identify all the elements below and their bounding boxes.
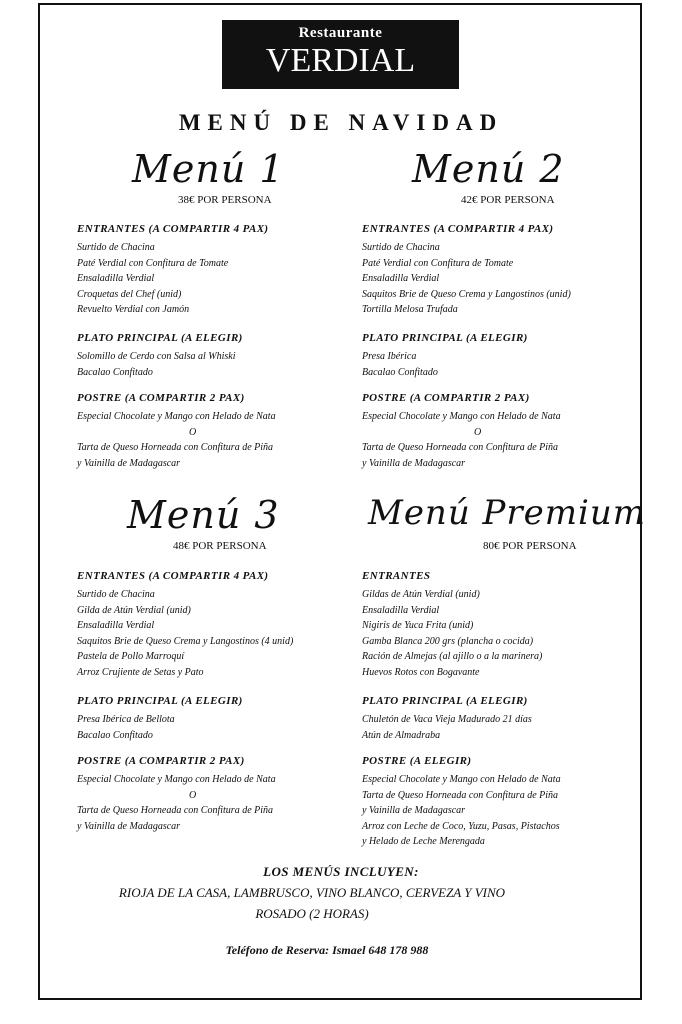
list-item: Ensaladilla Verdial <box>77 620 155 631</box>
list-item: Tarta de Queso Horneada con Confitura de Piña <box>362 442 559 453</box>
menu-2-principal-list <box>362 349 438 380</box>
list-item: Tortilla Melosa Trufada <box>362 304 458 315</box>
menu-3-section-entrantes: ENTRANTES (A COMPARTIR 4 PAX) <box>77 570 269 582</box>
menu-premium-section-postre: POSTRE (A ELEGIR) <box>362 755 472 767</box>
includes-line-1: RIOJA DE LA CASA, LAMBRUSCO, VINO BLANCO, CERVEZA Y VINO <box>118 885 506 900</box>
list-item: Ración de Almejas (al ajillo o a la marinera) <box>362 651 543 662</box>
restaurant-logo <box>222 20 459 89</box>
menu-2-section-entrantes: ENTRANTES (A COMPARTIR 4 PAX) <box>362 223 554 235</box>
menu-premium-principal-list <box>362 712 532 743</box>
list-item: Atún de Almadraba <box>362 729 441 741</box>
reservation-phone: Teléfono de Reserva: Ismael 648 178 988 <box>225 943 429 957</box>
menu-2-postre-list <box>362 409 561 471</box>
list-item: y Vainilla de Madagascar <box>362 457 466 469</box>
list-item: Croquetas del Chef (unid) <box>77 288 182 300</box>
list-item: O <box>189 789 197 801</box>
includes-title: LOS MENÚS INCLUYEN: <box>263 864 419 879</box>
list-item: y Vainilla de Madagascar <box>362 805 466 816</box>
list-item: Paté Verdial con Confitura de Tomate <box>77 257 229 269</box>
list-item: Presa Ibérica de Bellota <box>77 714 175 725</box>
page-title: MENÚ DE NAVIDAD <box>178 110 504 135</box>
list-item: Especial Chocolate y Mango con Helado de Nata <box>362 411 561 422</box>
menu-3-name: Menú 3 <box>127 493 280 537</box>
menu-3-principal-list <box>77 712 175 743</box>
list-item: Arroz con Leche de Coco, Yuzu, Pasas, Pistachos <box>362 820 560 832</box>
list-item: Revuelto Verdial con Jamón <box>77 304 190 315</box>
list-item: Pastela de Pollo Marroquí <box>77 651 185 662</box>
menu-premium-name: Menú Premium <box>368 493 647 533</box>
menu-1-postre-list <box>77 409 276 471</box>
menu-1-principal-list <box>77 349 236 380</box>
menu-1-price: 38€ POR PERSONA <box>178 194 272 206</box>
menu-premium-section-entrantes: ENTRANTES <box>362 570 431 582</box>
menu-1-section-entrantes: ENTRANTES (A COMPARTIR 4 PAX) <box>77 223 269 235</box>
list-item: Ensaladilla Verdial <box>362 273 440 284</box>
list-item: y Helado de Leche Merengada <box>362 836 485 847</box>
list-item: Presa Ibérica <box>362 351 417 362</box>
menu-2-section-principal: PLATO PRINCIPAL (A ELEGIR) <box>362 332 528 344</box>
list-item: Tarta de Queso Horneada con Confitura de Piña <box>77 442 274 453</box>
list-item: Solomillo de Cerdo con Salsa al Whiski <box>77 351 236 362</box>
logo-verdial: VERDIAL <box>265 42 416 79</box>
menu-3-postre-list <box>77 772 276 834</box>
menu-premium-entrantes-list <box>362 587 542 680</box>
menu-2-section-postre: POSTRE (A COMPARTIR 2 PAX) <box>362 392 530 404</box>
list-item: Ensaladilla Verdial <box>362 604 440 616</box>
menu-premium-section-principal: PLATO PRINCIPAL (A ELEGIR) <box>362 695 528 707</box>
menu-3-section-postre: POSTRE (A COMPARTIR 2 PAX) <box>77 755 245 767</box>
menu-2-price: 42€ POR PERSONA <box>461 194 555 206</box>
menu-3-price: 48€ POR PERSONA <box>173 540 267 552</box>
logo-restaurante: Restaurante <box>298 25 383 41</box>
list-item: y Vainilla de Madagascar <box>77 457 181 469</box>
list-item: Bacalao Confitado <box>77 729 153 741</box>
list-item: Bacalao Confitado <box>77 366 153 378</box>
menu-1-name: Menú 1 <box>132 147 285 191</box>
menu-premium-price: 80€ POR PERSONA <box>483 540 577 552</box>
list-item: y Vainilla de Madagascar <box>77 820 181 832</box>
list-item: Gamba Blanca 200 grs (plancha o cocida) <box>362 635 534 647</box>
list-item: Saquitos Brie de Queso Crema y Langostinos (unid) <box>362 288 571 300</box>
list-item: Surtido de Chacina <box>77 242 155 253</box>
menu-1-section-principal: PLATO PRINCIPAL (A ELEGIR) <box>77 332 243 344</box>
list-item: Paté Verdial con Confitura de Tomate <box>362 257 514 269</box>
menu-2-entrantes-list <box>362 240 571 318</box>
list-item: Especial Chocolate y Mango con Helado de Nata <box>362 774 561 785</box>
menu-1-entrantes-list <box>77 240 228 318</box>
list-item: Bacalao Confitado <box>362 366 438 378</box>
list-item: Tarta de Queso Horneada con Confitura de Piña <box>77 805 274 816</box>
list-item: Especial Chocolate y Mango con Helado de Nata <box>77 774 276 785</box>
includes-line-2: ROSADO (2 HORAS) <box>255 906 369 921</box>
menu-1-section-postre: POSTRE (A COMPARTIR 2 PAX) <box>77 392 245 404</box>
list-item: O <box>189 426 197 438</box>
menu-premium-postre-list <box>362 772 561 850</box>
list-item: Gilda de Atún Verdial (unid) <box>77 604 191 616</box>
list-item: Nigiris de Yuca Frita (unid) <box>362 620 474 631</box>
list-item: Especial Chocolate y Mango con Helado de Nata <box>77 411 276 422</box>
list-item: Gildas de Atún Verdial (unid) <box>362 589 480 600</box>
menu-3-entrantes-list <box>77 587 293 680</box>
list-item: O <box>474 426 482 438</box>
list-item: Arroz Crujiente de Setas y Pato <box>77 666 204 678</box>
list-item: Surtido de Chacina <box>77 589 155 600</box>
list-item: Huevos Rotos con Bogavante <box>362 666 480 678</box>
list-item: Tarta de Queso Horneada con Confitura de Piña <box>362 789 559 801</box>
menu-2-name: Menú 2 <box>412 147 565 191</box>
list-item: Saquitos Brie de Queso Crema y Langostinos (4 unid) <box>77 635 294 647</box>
menu-3-section-principal: PLATO PRINCIPAL (A ELEGIR) <box>77 695 243 707</box>
list-item: Ensaladilla Verdial <box>77 273 155 284</box>
list-item: Chuletón de Vaca Vieja Madurado 21 días <box>362 714 532 725</box>
list-item: Surtido de Chacina <box>362 242 440 253</box>
